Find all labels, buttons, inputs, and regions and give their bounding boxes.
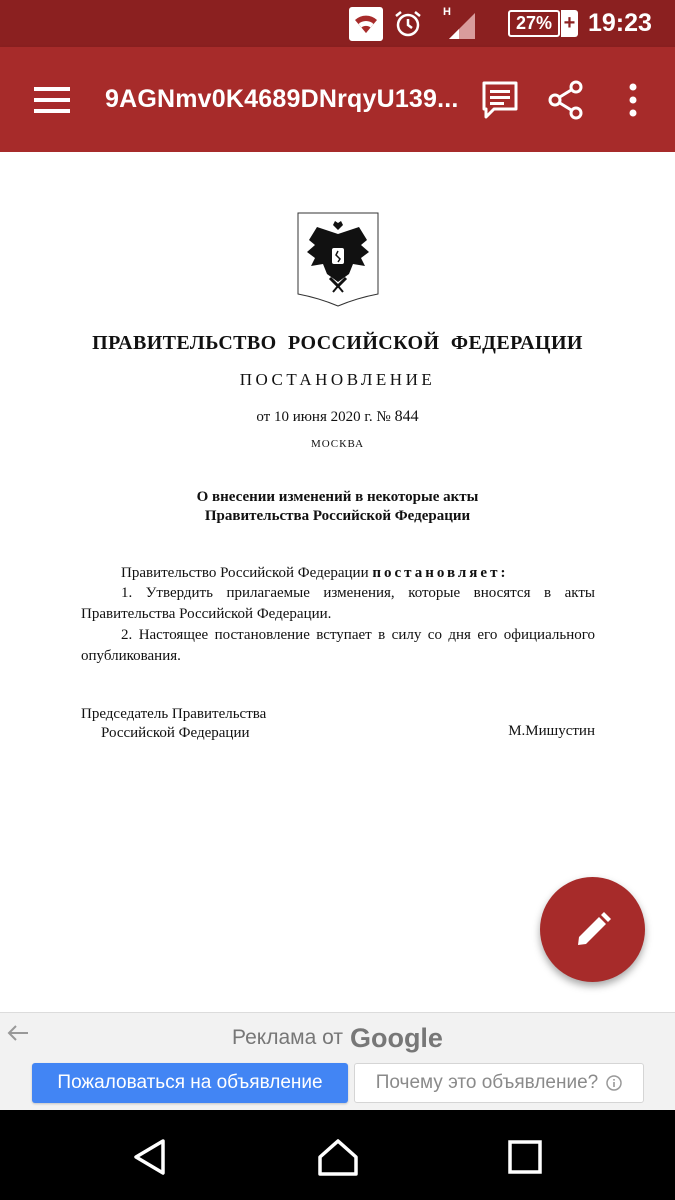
signatory-line-1: Председатель Правительства xyxy=(81,706,267,722)
menu-icon[interactable] xyxy=(24,77,80,123)
decree-city: МОСКВА xyxy=(310,438,365,450)
signal-icon xyxy=(440,0,482,47)
alarm-icon xyxy=(390,0,426,47)
paragraph-1: 1. Утвердить прилагаемые изменения, которые вносятся в акты Правительства Российской Федерации. xyxy=(81,585,595,622)
ad-label-prefix: Реклама от xyxy=(232,1026,343,1049)
network-type-label: H xyxy=(443,6,451,18)
why-this-ad-label: Почему это объявление? xyxy=(375,1072,599,1093)
status-time: 19:23 xyxy=(588,9,652,37)
intro-text: Правительство Российской Федерации xyxy=(121,565,369,581)
app-bar xyxy=(0,47,675,152)
ad-banner xyxy=(0,1012,675,1110)
status-bar xyxy=(0,0,675,47)
ad-label xyxy=(0,1021,675,1055)
signatory-title xyxy=(81,705,266,743)
coat-of-arms-icon xyxy=(297,212,379,307)
signatory-line-2: Российской Федерации xyxy=(101,725,250,741)
share-icon[interactable] xyxy=(541,75,591,125)
decree-date-text: от 10 июня 2020 г. № xyxy=(256,409,391,425)
home-icon[interactable] xyxy=(311,1130,365,1184)
subject-line-2: Правительства Российской Федерации xyxy=(204,508,471,524)
decree-date xyxy=(0,408,675,426)
battery-icon xyxy=(505,0,581,47)
comments-icon[interactable] xyxy=(475,75,525,125)
paragraph-intro xyxy=(81,563,595,584)
edit-button[interactable] xyxy=(540,877,645,982)
info-icon xyxy=(606,1075,622,1091)
paragraph-2: 2. Настоящее постановление вступает в силу со дня его официального опубликования. xyxy=(81,627,595,664)
recents-icon[interactable] xyxy=(498,1130,552,1184)
intro-verb: постановляет: xyxy=(372,565,509,581)
report-ad-button[interactable]: Пожаловаться на объявление xyxy=(32,1063,348,1103)
wifi-icon xyxy=(348,0,384,47)
battery-percent: 27% xyxy=(508,10,560,37)
edit-pencil-icon xyxy=(574,911,612,949)
why-this-ad-button[interactable] xyxy=(354,1063,644,1103)
signatory-name: М.Мишустин xyxy=(508,723,595,739)
document-title: 9AGNmv0K4689DNrqyU139... xyxy=(105,85,459,113)
google-logo: Google xyxy=(349,1022,443,1053)
more-vert-icon[interactable] xyxy=(608,75,658,125)
decree-number: 844 xyxy=(394,408,419,425)
charging-indicator: + xyxy=(561,10,578,37)
decree-subject xyxy=(0,488,675,526)
nav-bar xyxy=(0,1110,675,1200)
government-title: ПРАВИТЕЛЬСТВО РОССИЙСКОЙ ФЕДЕРАЦИИ xyxy=(92,332,583,354)
decree-label: ПОСТАНОВЛЕНИЕ xyxy=(239,370,436,389)
subject-line-1: О внесении изменений в некоторые акты xyxy=(196,489,479,505)
back-icon[interactable] xyxy=(122,1130,176,1184)
